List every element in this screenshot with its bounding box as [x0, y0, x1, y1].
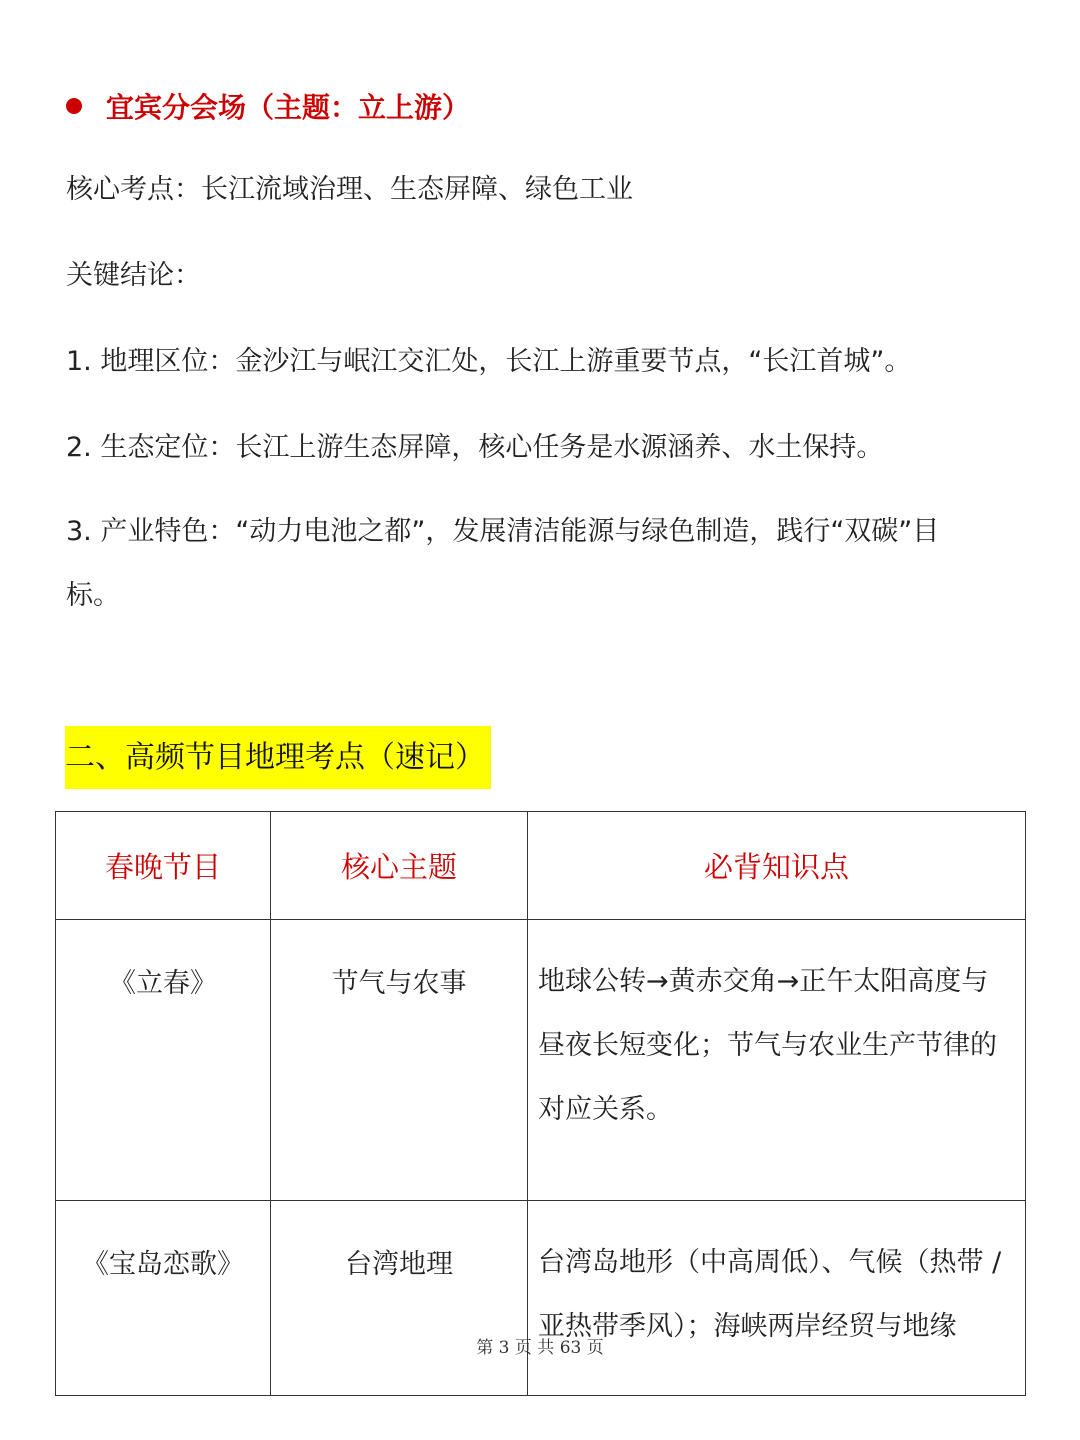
theme-cell: 台湾地理: [271, 1201, 528, 1396]
knowledge-cell: 台湾岛地形（中高周低）、气候（热带 / 亚热带季风）；海峡两岸经贸与地缘: [528, 1201, 1026, 1396]
section-heading: [66, 86, 470, 126]
section-heading-text: 宜宾分会场（主题：立上游）: [106, 91, 471, 124]
program-cell: 《宝岛恋歌》: [56, 1201, 271, 1396]
table-row: [56, 1201, 1026, 1396]
conclusion-item-2: 2. 生态定位：长江上游生态屏障，核心任务是水源涵养、水土保持。: [66, 432, 884, 463]
theme-cell: 节气与农事: [271, 920, 528, 1201]
page-footer: 第 3 页 共 63 页: [476, 1338, 604, 1358]
conclusion-item-1: 1. 地理区位：金沙江与岷江交汇处，长江上游重要节点，“长江首城”。: [66, 346, 912, 377]
table-header-row: [56, 812, 1026, 920]
program-cell: 《立春》: [56, 920, 271, 1201]
conclusion-item-3: 3. 产业特色：“动力电池之都”，发展清洁能源与绿色制造，践行“双碳”目标。: [66, 516, 940, 611]
knowledge-table: [55, 811, 1026, 1396]
part-two-title: 二、高频节目地理考点（速记）: [65, 726, 491, 789]
conclusion-label: 关键结论：: [66, 260, 201, 291]
knowledge-cell: 地球公转→黄赤交角→正午太阳高度与昼夜长短变化；节气与农业生产节律的对应关系。: [528, 920, 1026, 1201]
bullet-dot-icon: [66, 98, 82, 114]
header-program: 春晚节目: [56, 812, 271, 920]
table-row: [56, 920, 1026, 1201]
header-theme: 核心主题: [271, 812, 528, 920]
core-points-line: 核心考点：长江流域治理、生态屏障、绿色工业: [66, 174, 633, 205]
header-knowledge: 必背知识点: [528, 812, 1026, 920]
